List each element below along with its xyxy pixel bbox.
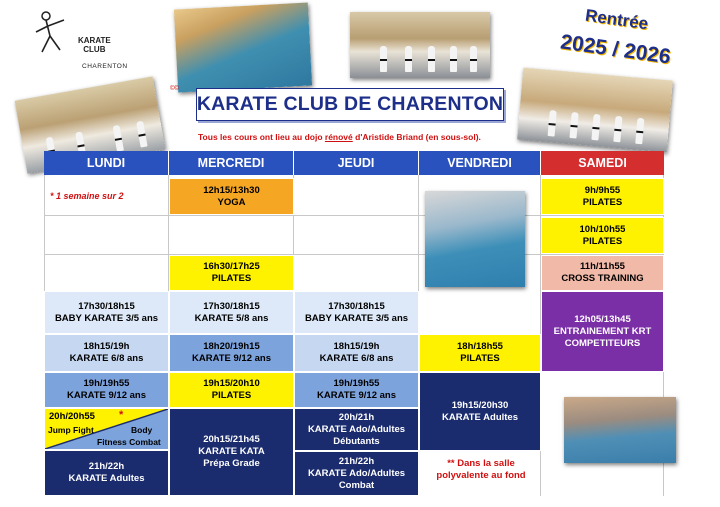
class-name: YOGA: [217, 196, 246, 208]
day-header-lundi: LUNDI: [44, 151, 168, 175]
subtitle-underlined: rénové: [324, 132, 353, 142]
samedi-cross-training: [541, 255, 664, 291]
class-name: KARATE Ado/Adultes: [307, 467, 406, 479]
vendredi-karate-adultes: [419, 372, 541, 451]
season-year: 2025 / 2026: [559, 30, 673, 69]
mercredi-karate-kata: [169, 408, 294, 496]
class-name-right-bottom: Fitness Combat: [97, 437, 161, 447]
day-header-jeudi: JEUDI: [294, 151, 418, 175]
dojo-photo-bottom: [564, 397, 676, 463]
dojo-photo-middle: [425, 191, 525, 287]
class-name: KARATE Adultes: [68, 473, 145, 484]
room-note-line-1: ** Dans la salle: [447, 458, 515, 469]
samedi-pilates-1: [541, 178, 664, 215]
class-sub: Prépa Grade: [203, 458, 260, 469]
mercredi-pilates-1: [169, 255, 294, 291]
day-header-vendredi: VENDREDI: [419, 151, 540, 175]
logo-text: [78, 36, 111, 54]
class-name: PILATES: [460, 353, 500, 364]
class-time: 20h/21h: [338, 411, 375, 423]
class-time: 17h30/18h15: [328, 300, 385, 312]
class-name: PILATES: [582, 196, 623, 208]
class-time: 10h/10h55: [579, 223, 626, 235]
vendredi-pilates: [419, 334, 541, 372]
class-time: 20h15/21h45: [203, 434, 260, 445]
logo-line-3: CHARENTON: [82, 63, 128, 70]
copyright-mark: ©©: [170, 86, 179, 92]
class-name-right-top: Body: [131, 425, 153, 435]
class-name: KARATE KATA: [198, 446, 265, 457]
samedi-pilates-2: [541, 217, 664, 254]
lundi-fitness-combat: [44, 408, 169, 450]
page-title: KARATE CLUB DE CHARENTON: [196, 93, 504, 115]
class-sub: COMPETITEURS: [564, 337, 641, 349]
class-time: 12h05/13h45: [574, 313, 631, 325]
class-name: CROSS TRAINING: [561, 273, 644, 284]
class-time: 11h/11h55: [580, 261, 625, 272]
mercredi-pilates-2: [169, 372, 294, 408]
mercredi-karate-5-8: [169, 291, 294, 334]
rentree-label: Rentrée: [584, 5, 650, 34]
class-time: 17h30/18h15: [78, 300, 135, 312]
class-photo-top: [350, 12, 490, 78]
day-header-mercredi: MERCREDI: [169, 151, 293, 175]
logo-line-1: KARATE: [78, 36, 111, 45]
class-photo-right: [517, 68, 673, 153]
jeudi-karate-combat: [294, 451, 419, 496]
class-name: PILATES: [211, 273, 252, 284]
class-time: 19h/19h55: [333, 378, 380, 389]
mercredi-karate-9-12: [169, 334, 294, 372]
jeudi-karate-6-8: [294, 334, 419, 372]
timetable: [44, 151, 664, 496]
class-name: BABY KARATE 3/5 ans: [304, 312, 409, 324]
jeudi-karate-9-12: [294, 372, 419, 408]
lundi-baby-karate: [44, 291, 169, 334]
class-time: 9h/9h55: [584, 184, 621, 196]
class-time: 16h30/17h25: [203, 261, 260, 272]
grid-line: [44, 215, 664, 216]
class-time: 19h/19h55: [83, 378, 130, 389]
class-time: 21h/22h: [338, 455, 375, 467]
lundi-karate-6-8: [44, 334, 169, 372]
class-name: PILATES: [211, 390, 252, 401]
room-note-line-2: polyvalente au fond: [436, 470, 526, 481]
class-name: KARATE 5/8 ans: [194, 312, 269, 324]
alternate-week-note: * 1 semaine sur 2: [50, 191, 124, 201]
class-name: KARATE 6/8 ans: [319, 353, 394, 364]
class-time: 19h15/20h10: [203, 378, 260, 389]
class-name: BABY KARATE 3/5 ans: [54, 312, 159, 324]
alternate-star: *: [119, 409, 124, 421]
class-time: 18h/18h55: [457, 341, 503, 352]
class-name: KARATE Ado/Adultes: [307, 423, 406, 435]
subtitle-after: d'Aristide Briand (en sous-sol).: [352, 132, 481, 142]
class-time: 17h30/18h15: [203, 300, 260, 312]
lundi-karate-adultes: [44, 450, 169, 496]
class-time: 19h15/20h30: [451, 399, 509, 411]
class-name: KARATE Adultes: [442, 411, 518, 423]
subtitle: [198, 132, 518, 142]
class-name-left: Jump Fight: [48, 425, 94, 435]
club-logo: [30, 6, 128, 72]
class-time: 12h15/13h30: [203, 184, 260, 196]
class-name: KARATE 9/12 ans: [66, 390, 146, 401]
subtitle-before: Tous les cours ont lieu au dojo: [198, 132, 325, 142]
class-name: KARATE 9/12 ans: [191, 353, 271, 364]
jeudi-karate-debutants: [294, 408, 419, 451]
class-time: 18h15/19h: [333, 341, 380, 352]
logo-line-2: CLUB: [83, 45, 106, 54]
class-name: KARATE 9/12 ans: [316, 390, 396, 401]
samedi-competiteurs: [541, 291, 664, 372]
dojo-photo-top: [174, 3, 312, 93]
class-name: KARATE 6/8 ans: [69, 353, 144, 364]
title-box: [196, 88, 504, 121]
class-time: 18h20/19h15: [203, 341, 260, 352]
class-time: 20h/20h55: [49, 411, 95, 422]
class-time: 18h15/19h: [83, 341, 130, 352]
class-sub: Combat: [338, 479, 375, 491]
room-note: [420, 458, 542, 482]
lundi-karate-9-12: [44, 372, 169, 408]
class-name: PILATES: [582, 235, 623, 247]
class-time: 21h/22h: [88, 461, 125, 472]
jeudi-baby-karate: [294, 291, 419, 334]
class-sub: Débutants: [333, 435, 380, 447]
mercredi-yoga: [169, 178, 294, 215]
day-header-samedi: SAMEDI: [541, 151, 664, 175]
class-name: ENTRAINEMENT KRT: [553, 325, 652, 337]
